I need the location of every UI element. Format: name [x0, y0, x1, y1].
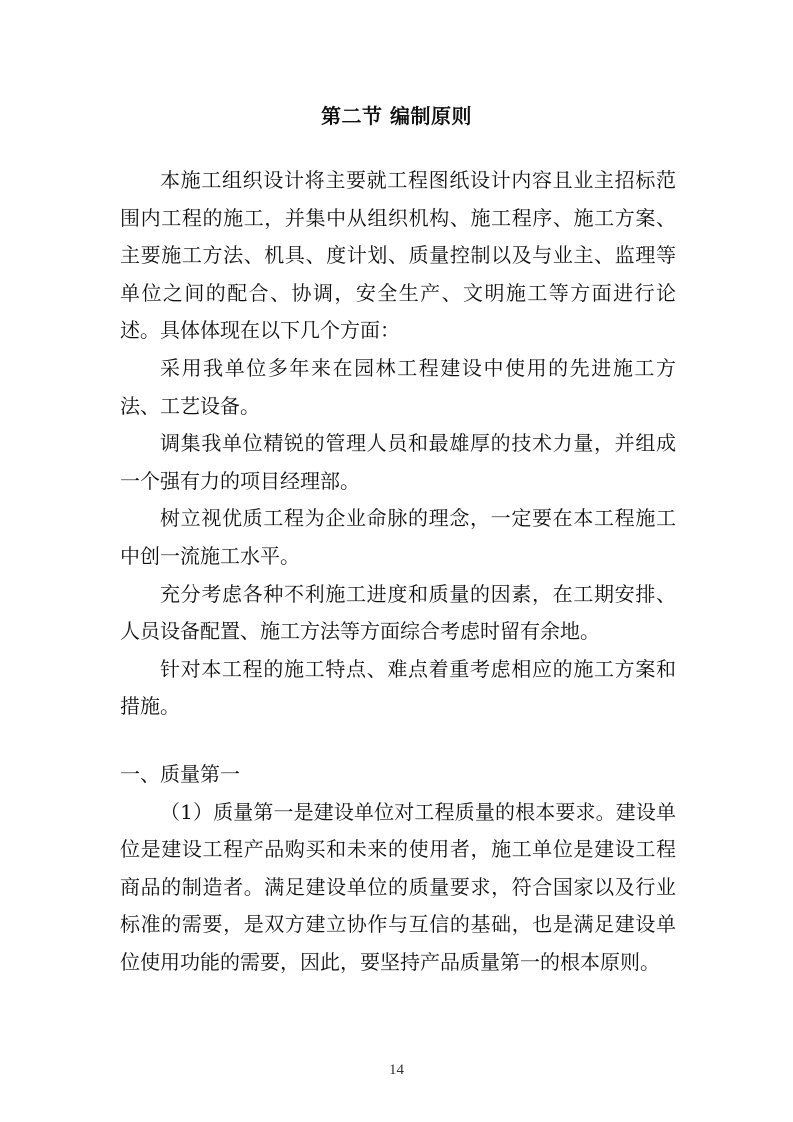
section-heading-quality-first: 一、质量第一 [120, 761, 240, 786]
paragraph-quality-concept: 树立视优质工程为企业命脉的理念，一定要在本工程施工中创一流施工水平。 [120, 506, 676, 568]
paragraph-contingency: 充分考虑各种不利施工进度和质量的因素，在工期安排、人员设备配置、施工方法等方面综合考虑时留有余地。 [120, 581, 676, 644]
paragraph-quality-requirement: （1）质量第一是建设单位对工程质量的根本要求。建设单位是建设工程产品购买和未来的使用者，施工单位是建设工程商品的制造者。满足建设单位的质量要求，符合国家以及行业标准的需要，是双方建立协作与互信的基础，也是满足建设单位使用功能的需要，因此，要坚持产品质量第一的根本原则。 [120, 799, 676, 974]
paragraph-methods: 采用我单位多年来在园林工程建设中使用的先进施工方法、工艺设备。 [120, 355, 676, 418]
paragraph-personnel: 调集我单位精锐的管理人员和最雄厚的技术力量，并组成一个强有力的项目经理部。 [120, 431, 676, 493]
paragraph-special-measures: 针对本工程的施工特点、难点着重考虑相应的施工方案和措施。 [120, 656, 676, 719]
paragraph-intro: 本施工组织设计将主要就工程图纸设计内容且业主招标范围内工程的施工，并集中从组织机构、施工程序、施工方案、主要施工方法、机具、度计划、质量控制以及与业主、监理等单位之间的配合、协调，安全生产、文明施工等方面进行论述。具体体现在以下几个方面： [120, 168, 676, 343]
page-number: 14 [389, 1062, 404, 1078]
section-title: 第二节 编制原则 [321, 104, 472, 128]
document-body [120, 162, 676, 981]
